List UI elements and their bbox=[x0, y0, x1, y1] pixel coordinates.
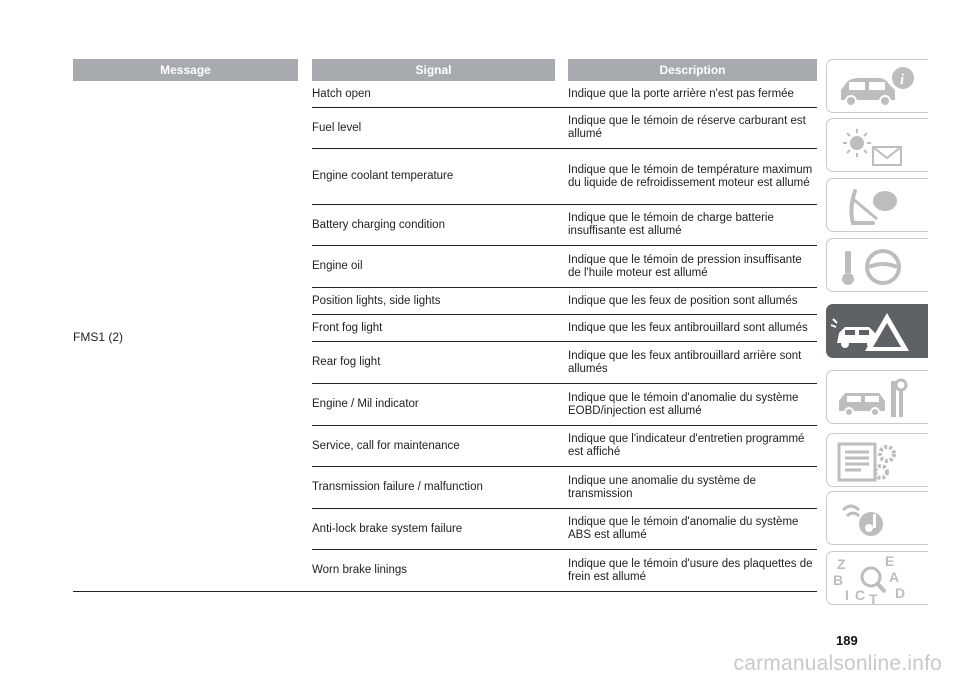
signal-cell: Hatch open bbox=[312, 87, 371, 100]
description-cell: Indique que le témoin d'anomalie du système ABS est allumé bbox=[568, 516, 799, 541]
index-letter-d: D bbox=[895, 585, 906, 601]
car-warning-triangle-icon bbox=[827, 305, 929, 359]
side-tab-warning-lights[interactable] bbox=[826, 118, 928, 172]
description-cell: Indique que le témoin de charge batterie insuffisante est allumé bbox=[568, 212, 774, 237]
table-row bbox=[312, 288, 817, 315]
index-letter-c: C bbox=[855, 587, 866, 603]
side-tab-multimedia[interactable] bbox=[826, 491, 928, 545]
description-cell: Indique que les feux antibrouillard sont allumés bbox=[568, 321, 808, 334]
alphabetical-index-icon bbox=[827, 552, 929, 606]
car-info-icon bbox=[827, 60, 929, 114]
signal-cell: Engine coolant temperature bbox=[312, 170, 454, 182]
table-row bbox=[312, 342, 817, 384]
signal-cell: Worn brake linings bbox=[312, 564, 408, 576]
description-cell: Indique que le témoin d'usure des plaquettes de frein est allumé bbox=[568, 557, 813, 583]
side-tab-starting-driving[interactable] bbox=[826, 238, 928, 292]
description-cell: Indique que la porte arrière n'est pas fermée bbox=[568, 87, 794, 100]
side-tab-maintenance[interactable] bbox=[826, 370, 928, 424]
signal-rows bbox=[312, 81, 817, 592]
header-message: Message bbox=[73, 59, 298, 81]
table-row bbox=[312, 384, 817, 426]
table-body bbox=[73, 81, 817, 592]
car-tools-icon bbox=[827, 371, 929, 425]
table-header bbox=[73, 59, 817, 81]
fms-signal-table bbox=[73, 59, 817, 592]
index-letter-t: T bbox=[869, 591, 878, 606]
table-row bbox=[312, 81, 817, 108]
index-letter-i: I bbox=[845, 587, 849, 603]
side-tab-technical-data[interactable] bbox=[826, 433, 928, 487]
message-cell: FMS1 (2) bbox=[73, 329, 124, 344]
description-cell: Indique que les feux antibrouillard arrière sont allumés bbox=[568, 349, 802, 375]
index-letter-e: E bbox=[885, 553, 895, 569]
index-letter-a: A bbox=[889, 569, 900, 585]
index-letter-b: B bbox=[833, 572, 844, 588]
header-signal: Signal bbox=[312, 59, 555, 81]
side-tab-safety[interactable] bbox=[826, 178, 928, 232]
index-letter-z: Z bbox=[837, 556, 846, 572]
page-number: 189 bbox=[836, 633, 858, 648]
table-row bbox=[312, 550, 817, 592]
table-row bbox=[312, 108, 817, 149]
warning-lights-message-icon bbox=[827, 119, 929, 173]
signal-cell: Engine / Mil indicator bbox=[312, 398, 419, 410]
signal-cell: Position lights, side lights bbox=[312, 294, 441, 307]
table-row bbox=[312, 426, 817, 467]
table-row bbox=[312, 509, 817, 550]
multimedia-music-icon bbox=[827, 492, 929, 546]
table-bottom-rule bbox=[73, 591, 817, 592]
signal-cell: Battery charging condition bbox=[312, 218, 445, 231]
table-row bbox=[312, 246, 817, 288]
description-cell: Indique une anomalie du système de transmission bbox=[568, 474, 756, 500]
description-cell: Indique que l'indicateur d'entretien programmé est affiché bbox=[568, 433, 805, 458]
signal-cell: Front fog light bbox=[312, 321, 383, 334]
signal-cell: Rear fog light bbox=[312, 356, 381, 368]
signal-cell: Transmission failure / malfunction bbox=[312, 481, 483, 493]
description-cell: Indique que le témoin de réserve carburant est allumé bbox=[568, 115, 806, 140]
airbag-seat-icon bbox=[827, 179, 929, 233]
description-cell: Indique que le témoin de pression insuffisante de l'huile moteur est allumé bbox=[568, 253, 802, 279]
signal-cell: Fuel level bbox=[312, 121, 362, 134]
signal-cell: Engine oil bbox=[312, 260, 363, 272]
table-row bbox=[312, 205, 817, 246]
side-tab-car-info[interactable] bbox=[826, 59, 928, 113]
side-tab-index[interactable] bbox=[826, 551, 928, 605]
table-row bbox=[312, 467, 817, 509]
data-gear-icon bbox=[827, 434, 929, 488]
key-steering-wheel-icon bbox=[827, 239, 929, 293]
table-row bbox=[312, 315, 817, 342]
signal-cell: Anti-lock brake system failure bbox=[312, 522, 463, 535]
watermark-text: carmanualsonline.info bbox=[733, 652, 942, 675]
description-cell: Indique que les feux de position sont allumés bbox=[568, 294, 798, 307]
header-description: Description bbox=[568, 59, 817, 81]
signal-cell: Service, call for maintenance bbox=[312, 439, 460, 452]
table-row bbox=[312, 149, 817, 205]
svg-text:i: i bbox=[900, 72, 905, 88]
side-tab-emergency[interactable] bbox=[826, 304, 928, 358]
description-cell: Indique que le témoin d'anomalie du système EOBD/injection est allumé bbox=[568, 391, 799, 417]
description-cell: Indique que le témoin de température maximum du liquide de refroidissement moteur est allumé bbox=[568, 163, 813, 189]
